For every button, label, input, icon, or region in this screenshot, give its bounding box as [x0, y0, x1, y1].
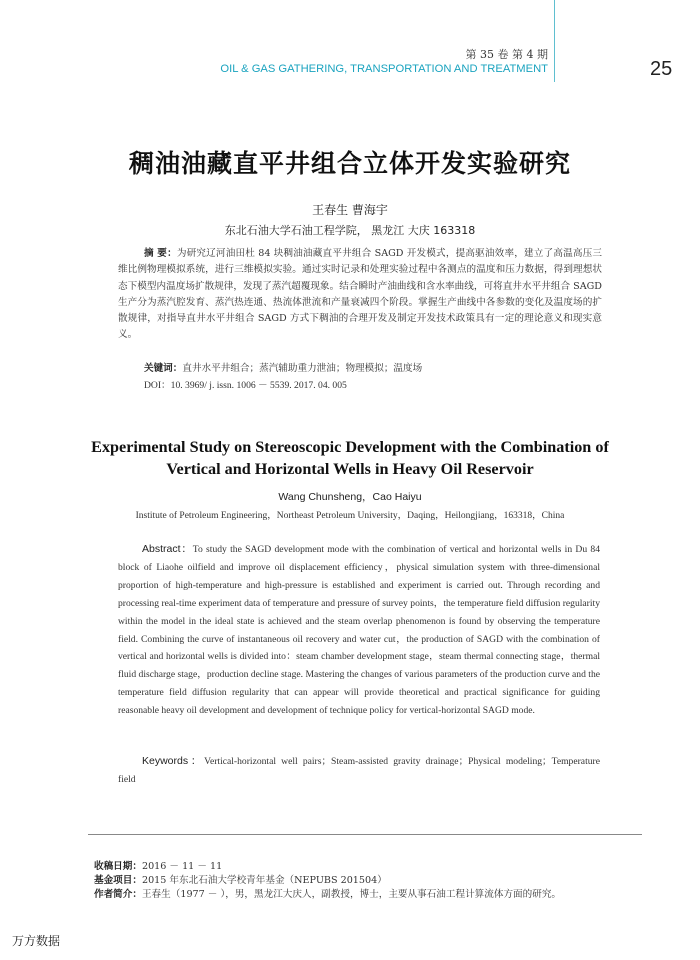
abstract-text-cn: 为研究辽河油田杜 84 块稠油油藏直平井组合 SAGD 开发模式，提高驱油效率，建立了高温高压三维比例物理模拟系统，进行三维模拟实验。通过实时记录和处理实验过程中各测点的温度和压力数据，得到理想状态下模型内温度场扩散规律，发现了蒸汽超覆现象。结合瞬时产油曲线和含水率曲线，可将直井水平井组合 SAGD 生产分为蒸汽腔发育、蒸汽热连通、热流体泄流和产量衰减四个阶段。掌握生产曲线中各参数的变化及温度场的扩散规律，对指导直井水平井组合 SAGD 方式下稠油的合理开发及制定开发技术政策具有一定的理论意义和现实意义。 [118, 248, 602, 341]
keywords-text-en: Vertical-horizontal well pairs；Steam-assisted gravity drainage；Physical modeling；Temperature field [118, 756, 600, 785]
bio-label: 作者简介： [94, 889, 142, 900]
fund-value: 2015 年东北石油大学校青年基金（NEPUBS 201504） [141, 875, 387, 886]
header-divider [554, 0, 555, 82]
received-label: 收稿日期： [94, 861, 142, 872]
bio-value: 王春生（1977 － ），男，黑龙江大庆人，副教授，博士，主要从事石油工程计算流体方面的研究。 [141, 889, 562, 900]
author-bio [94, 889, 634, 902]
authors-cn: 王春生 曹海宇 [312, 203, 388, 217]
received-date [94, 861, 634, 874]
abstract-en [118, 541, 600, 720]
abstract-label-en: Abstract： [142, 543, 193, 555]
wanfang-watermark: 万方数据 [12, 934, 61, 948]
keywords-text-cn: 直井水平井组合；蒸汽辅助重力泄油；物理模拟；温度场 [182, 363, 423, 374]
journal-name: OIL & GAS GATHERING, TRANSPORTATION AND TREATMENT [220, 63, 548, 75]
page-number: 25 [650, 58, 673, 80]
affiliation-cn: 东北石油大学石油工程学院， 黑龙江 大庆 163318 [224, 224, 476, 237]
received-value: 2016 － 11 － 11 [141, 861, 223, 872]
keywords-label-cn: 关键词： [144, 363, 183, 374]
affiliation-en: Institute of Petroleum Engineering，Northeast Petroleum University，Daqing，Heilongjiang，163318，China [135, 511, 565, 521]
doi: DOI：10. 3969/ j. issn. 1006 － 5539. 2017. 04. 005 [144, 380, 347, 391]
keywords-label-en: Keywords： [142, 755, 205, 767]
fund-label: 基金项目： [94, 875, 142, 886]
keywords-cn [118, 361, 602, 377]
abstract-label-cn: 摘 要： [144, 248, 177, 259]
keywords-en [118, 753, 600, 789]
fund-project [94, 875, 634, 888]
volume-issue: 第 35 卷 第 4 期 [465, 48, 548, 61]
authors-en: Wang Chunsheng，Cao Haiyu [278, 491, 422, 503]
abstract-cn [118, 246, 602, 344]
paper-title-cn: 稠油油藏直平井组合立体开发实验研究 [128, 149, 571, 178]
footnote-divider [88, 834, 642, 835]
abstract-text-en: To study the SAGD development mode with the combination of vertical and horizontal wells in Du 84 block of Liaohe oilfield and improve oil displacement efficiency，physical simulation system with three-dimensional proportion of high-temperature and high-pressure is established and experiment is carried out. Through recording and processing real-time experiment data of temperature and pressure of survey points，the temperature field diffusion regularity within the model in the ideal state is achieved and the steam overlap phenomenon is found by observing the temperature field. Combining the curve of instantaneous oil recovery and water cut，the production of SAGD with the combination of vertical and horizontal wells is divided into：steam chamber development stage，steam thermal connecting stage，thermal fluid discharge stage，production decline stage. Mastering the changes of various parameters of the production curve and the temperature field diffusion regularity that can appear will provide theoretical and practical significance for guiding reasonable heavy oil development and development of technique policy for vertical-horizontal SAGD mode. [118, 544, 600, 717]
paper-title-en: Experimental Study on Stereoscopic Development with the Combination of Vertical and Horizontal Wells in Heavy Oil Reservoir [91, 438, 609, 478]
